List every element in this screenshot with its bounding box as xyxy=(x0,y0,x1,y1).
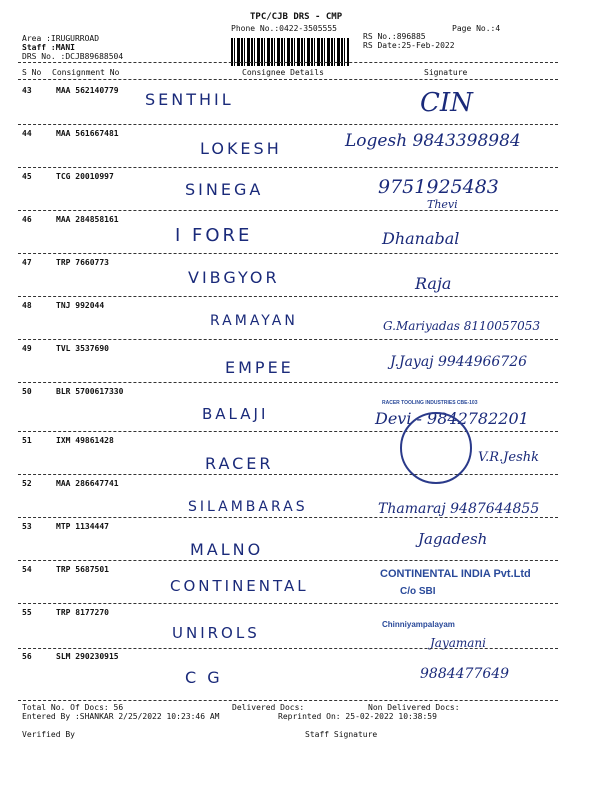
non-delivered-docs: Non Delivered Docs: xyxy=(368,703,460,712)
row-sno: 43 xyxy=(22,86,32,95)
row-sno: 44 xyxy=(22,129,32,138)
table-row xyxy=(0,608,600,651)
row-divider xyxy=(18,431,558,432)
table-row xyxy=(0,387,600,430)
row-divider xyxy=(18,382,558,383)
table-row xyxy=(0,436,600,479)
drs-number: DRS No. :DCJB89688504 xyxy=(22,52,124,61)
row-consignee-name: LOKESH xyxy=(200,139,282,158)
row-consignment: TRP 7660773 xyxy=(56,258,109,267)
row-consignment: MAA 286647741 xyxy=(56,479,119,488)
row-sno: 54 xyxy=(22,565,32,574)
row-signature: G.Mariyadas 8110057053 xyxy=(383,319,541,333)
row-divider xyxy=(18,603,558,604)
footer-divider xyxy=(18,700,558,701)
col-consignee: Consignee Details xyxy=(242,68,324,77)
row-consignee-name: I FORE xyxy=(175,225,253,246)
row-signature: Jagadesh xyxy=(418,530,488,548)
document-title: TPC/CJB DRS - CMP xyxy=(250,12,343,22)
row-divider xyxy=(18,124,558,125)
table-row xyxy=(0,301,600,344)
row-sno: 46 xyxy=(22,215,32,224)
verified-by: Verified By xyxy=(22,730,75,739)
row-consignee-name: MALNO xyxy=(190,540,264,559)
row-consignment: MTP 1134447 xyxy=(56,522,109,531)
row-signature: Raja xyxy=(415,274,452,293)
row-consignment: TRP 5687501 xyxy=(56,565,109,574)
header-divider xyxy=(18,62,558,63)
row-consignee-name: SILAMBARAS xyxy=(188,499,308,515)
row-consignee-name: CONTINENTAL xyxy=(170,577,309,595)
staff-signature: Staff Signature xyxy=(305,730,378,739)
row-signature: 9884477649 xyxy=(420,666,510,682)
row-sno: 53 xyxy=(22,522,32,531)
entered-by: Entered By :SHANKAR 2/25/2022 10:23:46 AM xyxy=(22,712,220,721)
delivered-docs: Delivered Docs: xyxy=(232,703,305,712)
row-sno: 55 xyxy=(22,608,32,617)
rs-number: RS No.:896885 xyxy=(363,32,426,41)
table-row xyxy=(0,344,600,387)
row-consignment: IXM 49861428 xyxy=(56,436,114,445)
table-row xyxy=(0,258,600,301)
row-divider xyxy=(18,474,558,475)
row-sno: 50 xyxy=(22,387,32,396)
row-consignment: TCG 20010997 xyxy=(56,172,114,181)
row-consignee-name: SENTHIL xyxy=(145,90,234,109)
row-consignment: TRP 8177270 xyxy=(56,608,109,617)
racer-seal-text: RACER TOOLING INDUSTRIES CBE-103 xyxy=(382,400,478,406)
row-divider xyxy=(18,517,558,518)
row-sno: 45 xyxy=(22,172,32,181)
row-consignment: MAA 562140779 xyxy=(56,86,119,95)
row-sno: 56 xyxy=(22,652,32,661)
row-consignee-name: BALAJI xyxy=(202,405,269,423)
row-divider xyxy=(18,167,558,168)
row-sno: 47 xyxy=(22,258,32,267)
row-signature: Logesh 9843398984 xyxy=(345,131,521,151)
column-divider xyxy=(18,79,558,80)
row-signature: J.Jayaj 9944966726 xyxy=(390,354,528,370)
col-signature: Signature xyxy=(424,68,468,77)
total-docs: Total No. Of Docs: 56 xyxy=(22,703,124,712)
table-row xyxy=(0,652,600,695)
row-sno: 52 xyxy=(22,479,32,488)
row-consignee-name: VIBGYOR xyxy=(188,268,280,287)
continental-stamp-line3: Chinniyampalayam xyxy=(382,620,455,629)
row-consignment: TNJ 992044 xyxy=(56,301,105,310)
reprinted-on: Reprinted On: 25-02-2022 10:38:59 xyxy=(278,712,437,721)
row-consignee-name: UNIROLS xyxy=(172,624,260,642)
thevi-note: Thevi xyxy=(427,198,458,211)
row-consignment: SLM 290230915 xyxy=(56,652,119,661)
row-signature: Jayamani xyxy=(430,636,486,650)
table-row xyxy=(0,86,600,129)
row-consignee-name: SINEGA xyxy=(185,180,264,199)
row-consignee-name: C G xyxy=(185,668,223,687)
row-signature: Dhanabal xyxy=(382,229,460,248)
row-divider xyxy=(18,253,558,254)
row-divider xyxy=(18,210,558,211)
col-sno: S No xyxy=(22,68,42,77)
area-label: Area :IRUGURROAD xyxy=(22,34,100,43)
row-sno: 51 xyxy=(22,436,32,445)
row-signature: Devi - 9842782201 xyxy=(375,409,529,428)
row-signature: CIN xyxy=(420,88,473,118)
row-divider xyxy=(18,560,558,561)
table-row xyxy=(0,129,600,172)
phone-number: Phone No.:0422-3505555 xyxy=(231,24,337,33)
row-consignment: BLR 5700617330 xyxy=(56,387,124,396)
row-consignment: MAA 284858161 xyxy=(56,215,119,224)
row-signature: V.R.Jeshk xyxy=(478,450,539,465)
page-number: Page No.:4 xyxy=(452,24,501,33)
row-signature: Thamaraj 9487644855 xyxy=(378,501,540,517)
row-divider xyxy=(18,296,558,297)
continental-stamp-line2: C/o SBI xyxy=(400,586,436,597)
table-row xyxy=(0,479,600,522)
row-sno: 49 xyxy=(22,344,32,353)
staff-label: Staff :MANI xyxy=(22,43,75,52)
rs-date: RS Date:25-Feb-2022 xyxy=(363,41,455,50)
row-signature: 9751925483 xyxy=(378,176,499,198)
table-row xyxy=(0,172,600,215)
row-divider xyxy=(18,339,558,340)
row-consignment: TVL 3537690 xyxy=(56,344,109,353)
row-consignee-name: EMPEE xyxy=(225,358,294,377)
row-consignment: MAA 561667481 xyxy=(56,129,119,138)
row-divider xyxy=(18,648,558,649)
row-consignee-name: RACER xyxy=(205,454,274,473)
table-row xyxy=(0,215,600,258)
continental-stamp-line1: CONTINENTAL INDIA Pvt.Ltd xyxy=(380,568,531,580)
col-consignment: Consignment No xyxy=(52,68,120,77)
row-sno: 48 xyxy=(22,301,32,310)
table-row xyxy=(0,522,600,565)
row-consignee-name: RAMAYAN xyxy=(210,313,298,329)
